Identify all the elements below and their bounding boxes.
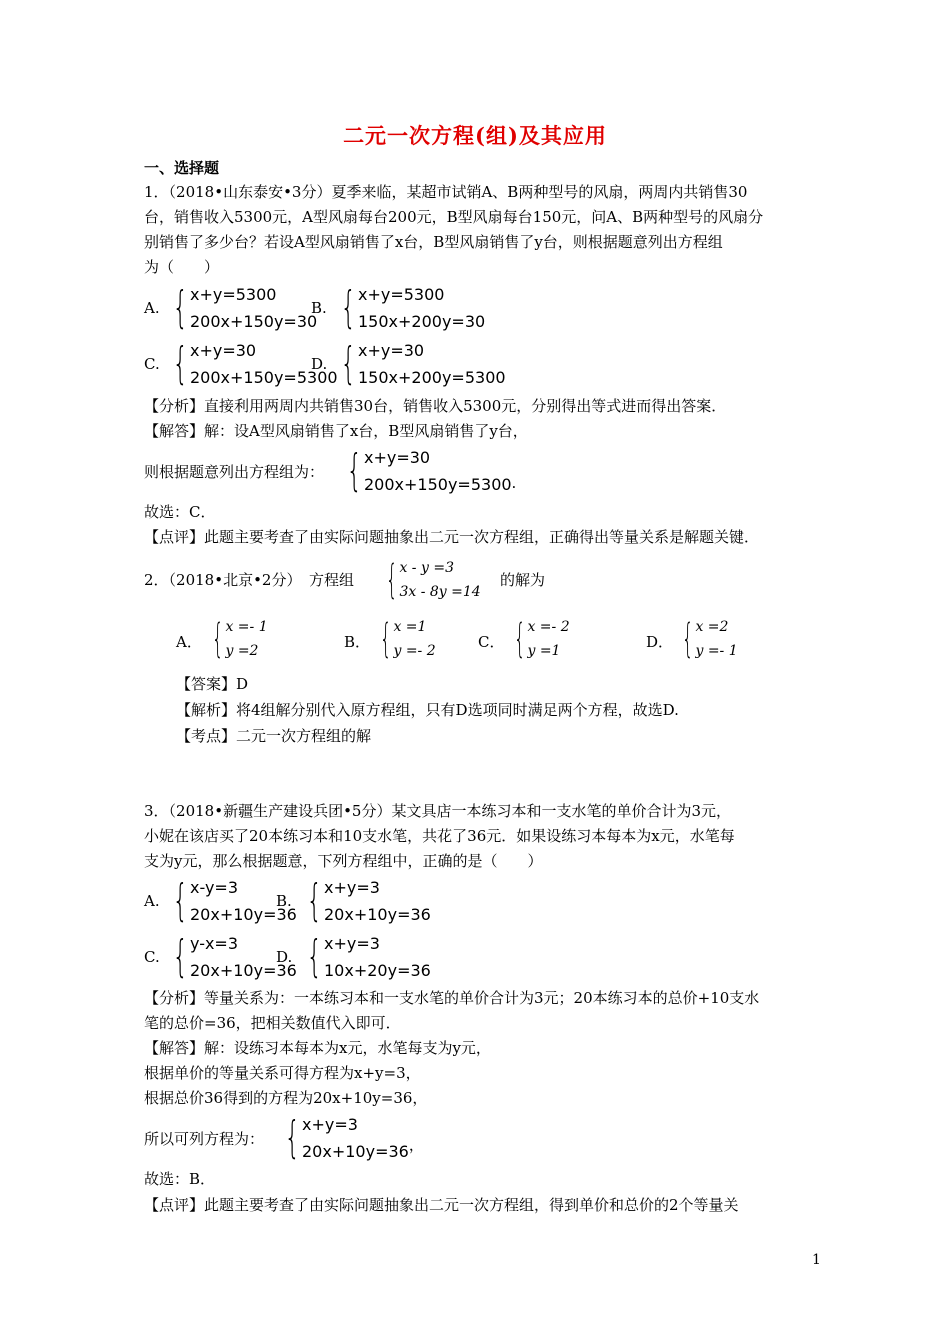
q3-option-b-label: B. — [276, 892, 292, 910]
brace-symbol: { — [346, 445, 362, 496]
q2-option-c-system — [500, 615, 570, 663]
equation: 200x+150y=5300 — [190, 368, 338, 387]
q3-analysis-line-2: 笔的总价=36，把相关数值代入即可． — [144, 1014, 401, 1032]
brace-symbol: { — [172, 931, 188, 982]
q3-solution: 【解答】解：设练习本每本为x元，水笔每支为y元， — [144, 1039, 491, 1057]
equation: 150x+200y=5300 — [358, 368, 506, 387]
q3-option-d-system — [294, 930, 431, 984]
q1-solution-system — [334, 444, 516, 498]
equation: x - y =3 — [399, 560, 454, 576]
brace-symbol: { — [172, 338, 188, 389]
equation: y =- 1 — [695, 643, 738, 659]
q3-solution-system — [272, 1111, 424, 1165]
q1-analysis: 【分析】直接利用两周内共销售30台，销售收入5300元，分别得出等式进而得出答案． — [144, 397, 727, 415]
q2-option-d-system — [668, 615, 738, 663]
q2-answer: 【答案】D — [176, 675, 249, 693]
q1-text-line-4: 为（ ） — [144, 258, 220, 276]
q1-option-b-label: B. — [311, 299, 327, 317]
equation: x+y=3 — [324, 934, 380, 953]
equation: 20x+10y=36 — [190, 905, 297, 924]
punctuation: ， — [408, 1136, 424, 1154]
section-heading: 一、选择题 — [144, 159, 220, 177]
equation: 20x+10y=36 — [190, 961, 297, 980]
equation: 200x+150y=5300 — [364, 475, 512, 494]
q2-stem: 2．（2018•北京•2分） 方程组 — [144, 571, 354, 589]
brace-symbol: { — [340, 338, 356, 389]
q2-topic: 【考点】二元一次方程组的解 — [176, 727, 372, 745]
equation: x-y=3 — [190, 878, 239, 897]
brace-symbol: { — [306, 875, 322, 926]
brace-symbol: { — [379, 616, 392, 662]
q3-option-c-label: C. — [144, 948, 160, 966]
q2-option-a-system — [198, 615, 268, 663]
q2-option-b-label: B． — [344, 633, 371, 651]
brace-symbol: { — [172, 282, 188, 333]
equation: x =- 2 — [527, 619, 570, 635]
page-number: 1 — [812, 1252, 821, 1268]
q1-option-a-label: A. — [144, 299, 160, 317]
equation: y-x=3 — [190, 934, 239, 953]
brace-symbol: { — [211, 616, 224, 662]
equation: x =- 1 — [225, 619, 268, 635]
brace-symbol: { — [172, 875, 188, 926]
q3-option-b-system — [294, 874, 431, 928]
q3-text-line-1: 3．（2018•新疆生产建设兵团•5分）某文具店一本练习本和一支水笔的单价合计为3元， — [144, 802, 732, 820]
equation: x+y=30 — [190, 341, 257, 360]
equation: 20x+10y=36 — [324, 905, 431, 924]
q2-option-c-label: C． — [478, 633, 505, 651]
equation: x+y=30 — [364, 448, 431, 467]
equation: x+y=5300 — [190, 285, 277, 304]
q1-option-d-system — [328, 337, 506, 391]
q1-option-b-system — [328, 281, 485, 335]
q2-option-d-label: D． — [646, 633, 674, 651]
q2-option-b-system — [366, 615, 436, 663]
q2-tail: 的解为 — [500, 571, 546, 589]
q2-explanation: 【解析】将4组解分别代入原方程组，只有D选项同时满足两个方程，故选D. — [176, 701, 679, 719]
q1-option-a-system — [160, 281, 317, 335]
brace-symbol: { — [340, 282, 356, 333]
q3-solution-line-3: 根据总价36得到的方程为20x+10y=36， — [144, 1089, 428, 1107]
equation: 3x - 8y =14 — [399, 584, 481, 600]
equation: y =1 — [527, 643, 561, 659]
equation: x+y=30 — [358, 341, 425, 360]
equation: x =2 — [695, 619, 729, 635]
brace-symbol: { — [306, 931, 322, 982]
q1-option-d-label: D. — [311, 355, 328, 373]
q1-text-line-2: 台，销售收入5300元，A型风扇每台200元，B型风扇每台150元，问A、B两种型号的风扇分 — [144, 208, 764, 226]
q3-text-line-3: 支为y元，那么根据题意，下列方程组中，正确的是（ ） — [144, 852, 543, 870]
q2-system — [372, 556, 481, 604]
q3-solution-line-4: 所以可列方程为： — [144, 1130, 265, 1148]
equation: 10x+20y=36 — [324, 961, 431, 980]
q2-option-a-label: A． — [176, 633, 202, 651]
document-title: 二元一次方程(组)及其应用 — [343, 123, 607, 148]
q1-solution: 【解答】解：设A型风扇销售了x台，B型风扇销售了y台， — [144, 422, 528, 440]
q3-option-a-label: A. — [144, 892, 160, 910]
q3-analysis-line-1: 【分析】等量关系为：一本练习本和一支水笔的单价合计为3元；20本练习本的总价+10支水 — [144, 989, 760, 1007]
equation: x+y=5300 — [358, 285, 445, 304]
q1-text-line-1: 1．（2018•山东泰安•3分）夏季来临，某超市试销A、B两种型号的风扇，两周内共销售30 — [144, 183, 748, 201]
q1-solution-line-2: 则根据题意列出方程组为： — [144, 463, 325, 481]
q1-option-c-label: C. — [144, 355, 160, 373]
equation: y =2 — [225, 643, 259, 659]
punctuation: . — [511, 474, 517, 492]
brace-symbol: { — [284, 1112, 300, 1163]
equation: x =1 — [393, 619, 427, 635]
q3-choice: 故选：B． — [144, 1170, 216, 1188]
brace-symbol: { — [385, 557, 398, 603]
q3-text-line-2: 小妮在该店买了20本练习本和10支水笔，共花了36元．如果设练习本每本为x元，水笔每 — [144, 827, 735, 845]
q3-solution-line-2: 根据单价的等量关系可得方程为x+y=3， — [144, 1064, 421, 1082]
equation: x+y=3 — [324, 878, 380, 897]
q1-comment: 【点评】此题主要考查了由实际问题抽象出二元一次方程组，正确得出等量关系是解题关键． — [144, 528, 760, 546]
equation: y =- 2 — [393, 643, 436, 659]
q3-option-d-label: D. — [276, 948, 293, 966]
brace-symbol: { — [513, 616, 526, 662]
q3-comment: 【点评】此题主要考查了由实际问题抽象出二元一次方程组，得到单价和总价的2个等量关 — [144, 1196, 739, 1214]
equation: 200x+150y=30 — [190, 312, 318, 331]
q1-text-line-3: 别销售了多少台？若设A型风扇销售了x台，B型风扇销售了y台，则根据题意列出方程组 — [144, 233, 723, 251]
equation: x+y=3 — [302, 1115, 358, 1134]
brace-symbol: { — [681, 616, 694, 662]
equation: 20x+10y=36 — [302, 1142, 409, 1161]
q2-text — [144, 570, 354, 590]
equation: 150x+200y=30 — [358, 312, 486, 331]
q1-choice: 故选：C． — [144, 503, 216, 521]
